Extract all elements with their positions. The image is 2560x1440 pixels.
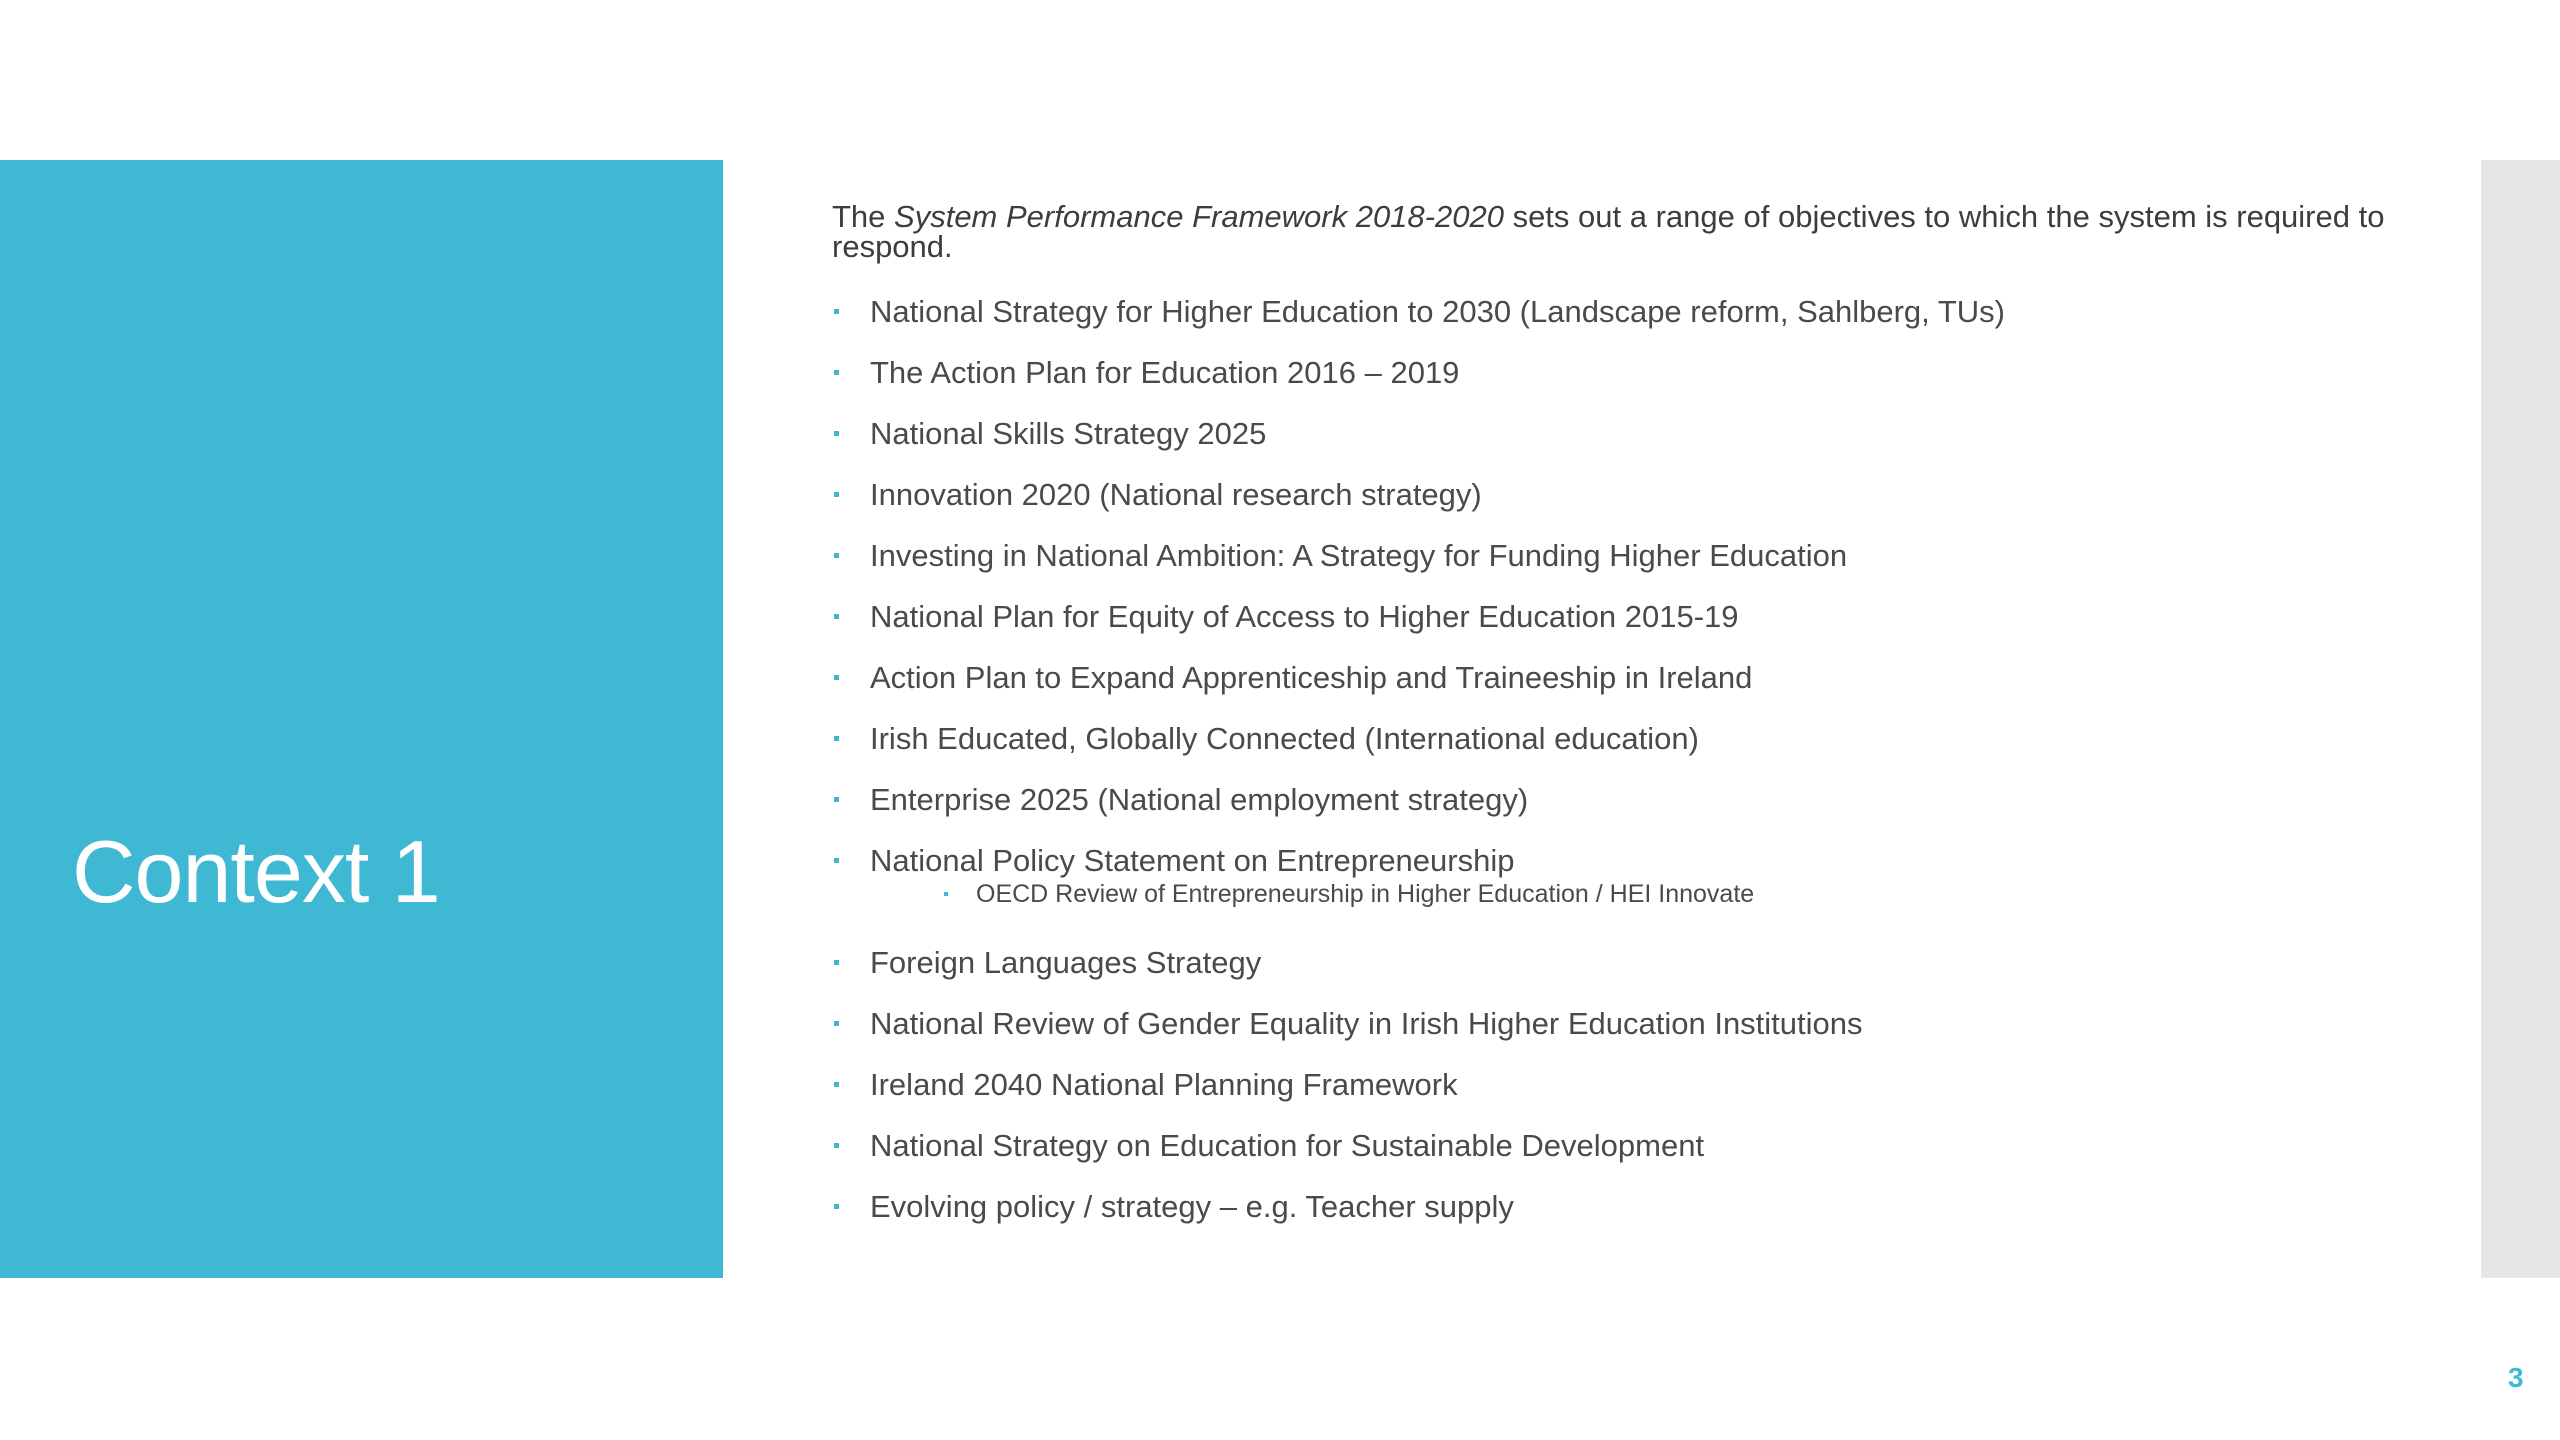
bullet-icon [834,736,839,741]
policy-list [832,289,2392,1245]
list-item-text: National Review of Gender Equality in Irish Higher Education Institutions [870,1006,1863,1041]
list-item [832,940,2392,1001]
list-item-text: Evolving policy / strategy – e.g. Teacher supply [870,1189,1514,1224]
bullet-icon [834,797,839,802]
page-number: 3 [2508,1362,2524,1393]
sub-list-item [870,879,2392,909]
bullet-icon [834,675,839,680]
list-item [832,838,2392,940]
list-item [832,472,2392,533]
list-item-text: National Policy Statement on Entrepreneurship [870,843,1515,878]
side-bar [2481,160,2560,1278]
list-item [832,1184,2392,1245]
list-item-text: National Skills Strategy 2025 [870,416,1267,451]
list-item-text: Ireland 2040 National Planning Framework [870,1067,1458,1102]
list-item [832,1123,2392,1184]
framework-title: System Performance Framework 2018-2020 [894,199,1504,234]
bullet-icon [834,1082,839,1087]
list-item [832,655,2392,716]
list-item [832,1001,2392,1062]
list-item-text: National Strategy for Higher Education to 2030 (Landscape reform, Sahlberg, TUs) [870,294,2005,329]
bullet-icon [834,492,839,497]
list-item [832,533,2392,594]
bullet-icon [834,309,839,314]
bullet-icon [834,960,839,965]
list-item [832,716,2392,777]
intro-suffix: sets out a range of objectives to which the system is required to respond. [832,199,2385,264]
bullet-icon [834,614,839,619]
content-area [832,199,2392,1224]
list-item [832,594,2392,655]
list-item-text: National Strategy on Education for Sustainable Development [870,1128,1705,1163]
list-item [832,350,2392,411]
bullet-icon [834,370,839,375]
list-item [832,1062,2392,1123]
list-item-text: Innovation 2020 (National research strategy) [870,477,1482,512]
list-item-text: The Action Plan for Education 2016 – 2019 [870,355,1460,390]
list-item-text: Foreign Languages Strategy [870,945,1262,980]
list-item-text: Enterprise 2025 (National employment strategy) [870,782,1529,817]
bullet-icon [834,858,839,863]
list-item [832,777,2392,838]
title-panel [0,160,723,1278]
list-item-text: Action Plan to Expand Apprenticeship and Traineeship in Ireland [870,660,1753,695]
list-item [832,289,2392,350]
list-item-text: National Plan for Equity of Access to Higher Education 2015-19 [870,599,1739,634]
sub-bullet-icon [944,892,948,896]
bullet-icon [834,431,839,436]
bullet-icon [834,1143,839,1148]
sub-list-item-text: OECD Review of Entrepreneurship in Higher Education / HEI Innovate [976,880,1755,908]
bullet-icon [834,1204,839,1209]
bullet-icon [834,553,839,558]
intro-paragraph [832,199,2392,264]
list-item-text: Investing in National Ambition: A Strategy for Funding Higher Education [870,538,1848,573]
bullet-icon [834,1021,839,1026]
sub-list [870,879,2392,909]
slide-title: Context 1 [72,822,440,921]
list-item [832,411,2392,472]
list-item-text: Irish Educated, Globally Connected (International education) [870,721,1699,756]
intro-prefix: The [832,199,895,234]
